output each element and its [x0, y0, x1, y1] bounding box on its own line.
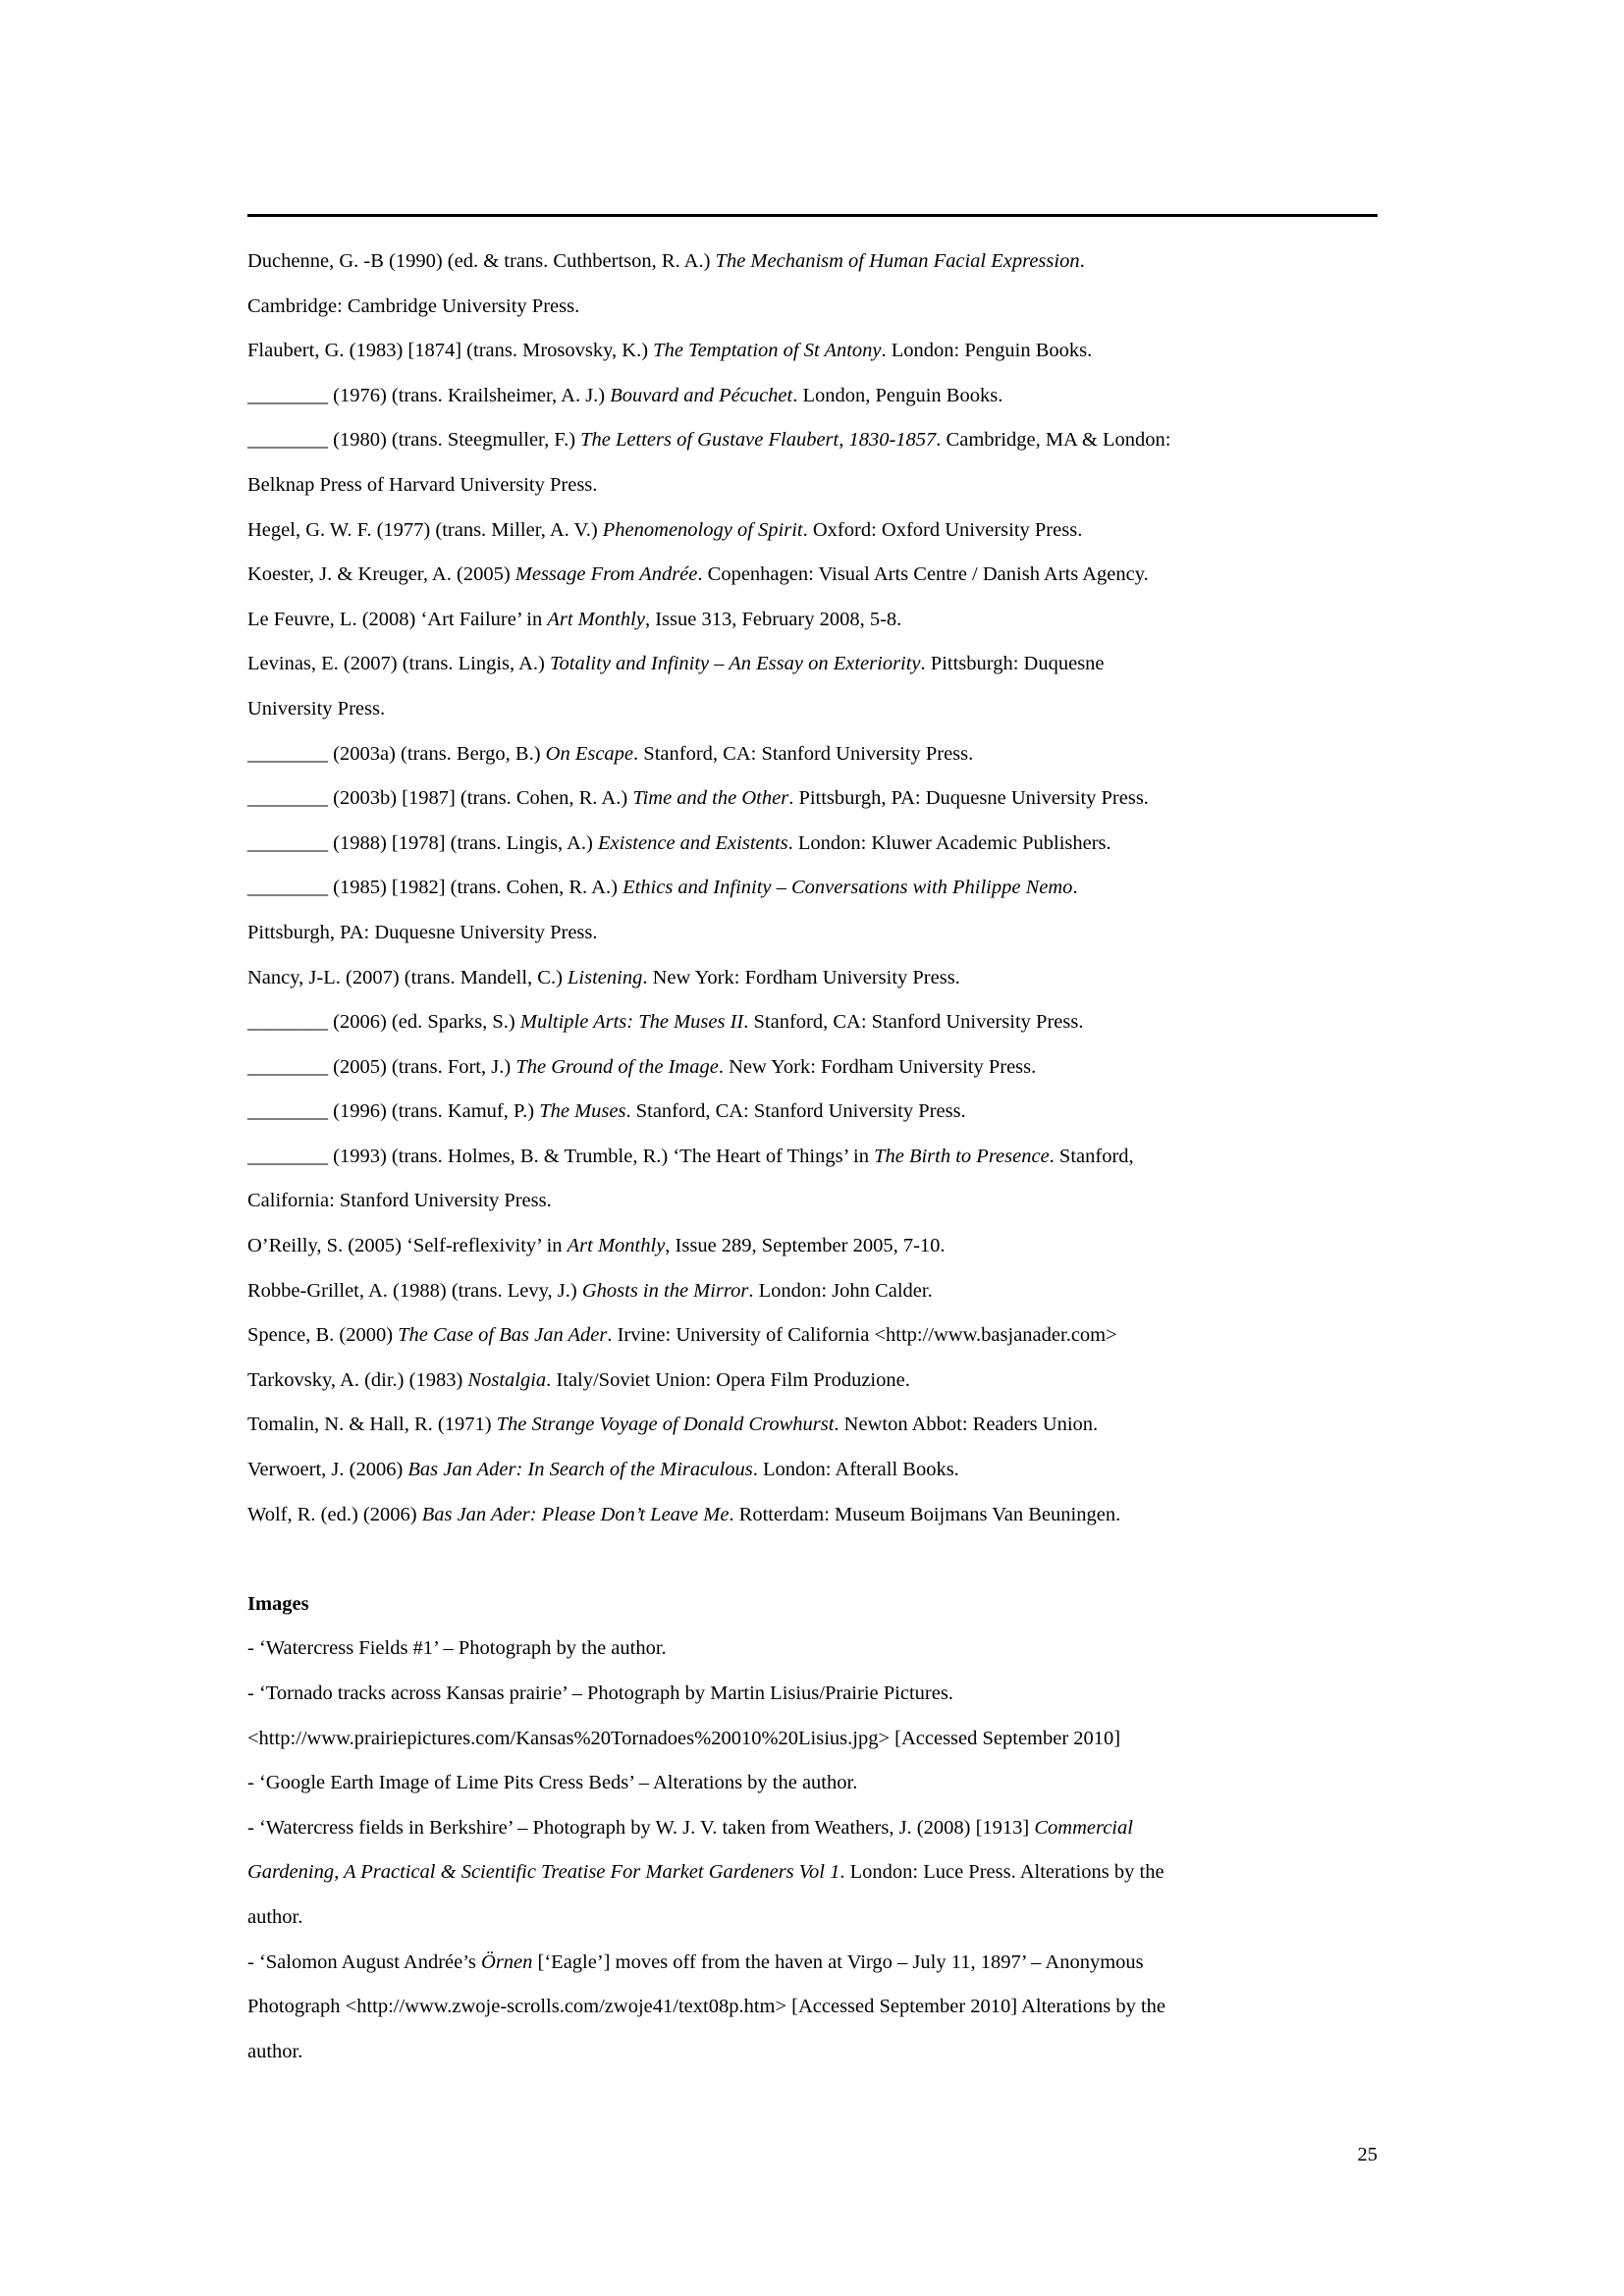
reference-entry-line — [247, 1313, 1416, 1359]
reference-text: . New York: Fordham University Press. — [642, 966, 960, 988]
image-credit-line — [247, 1627, 1416, 1672]
reference-text: ________ (1980) (trans. Steegmuller, F.) — [247, 429, 581, 452]
reference-entry-line — [247, 687, 1416, 732]
image-credit-line — [247, 1806, 1416, 1851]
reference-entry-line — [247, 956, 1416, 1001]
reference-entry-line — [247, 642, 1416, 687]
reference-entry-line — [247, 508, 1416, 554]
italic-title-text: Existence and Existents — [598, 831, 788, 854]
italic-title-text: Bas Jan Ader: Please Don’t Leave Me — [421, 1503, 730, 1525]
reference-text: , Issue 313, February 2008, 5-8. — [644, 608, 902, 630]
image-credit-line — [247, 1850, 1416, 1896]
reference-text: , Issue 289, September 2005, 7-10. — [665, 1235, 946, 1257]
reference-text: . Cambridge, MA & London: — [936, 429, 1171, 452]
reference-text: . Irvine: University of California <http://www.basjanader.com> — [607, 1324, 1117, 1347]
page-number: 25 — [1357, 2144, 1378, 2165]
reference-text: ________ (2003a) (trans. Bergo, B.) — [247, 742, 546, 765]
reference-text: ________ (1993) (trans. Holmes, B. & Trumble, R.) ‘The Heart of Things’ in — [247, 1145, 875, 1167]
italic-title-text: Message From Andrée — [514, 563, 698, 586]
reference-text: . Newton Abbot: Readers Union. — [834, 1414, 1099, 1436]
image-credit-line — [247, 1896, 1416, 1941]
reference-text: . Stanford, CA: Stanford University Press. — [743, 1011, 1084, 1034]
reference-entry-line — [247, 285, 1416, 330]
reference-text: Tomalin, N. & Hall, R. (1971) — [247, 1414, 497, 1436]
reference-text: . Italy/Soviet Union: Opera Film Produzione. — [546, 1368, 910, 1391]
reference-text: . Oxford: Oxford University Press. — [802, 518, 1083, 541]
image-credit-line — [247, 1717, 1416, 1762]
italic-title-text: Bouvard and Pécuchet — [610, 384, 793, 406]
reference-entry-line — [247, 776, 1416, 822]
image-credit-line — [247, 1985, 1416, 2030]
reference-text: Le Feuvre, L. (2008) ‘Art Failure’ in — [247, 608, 548, 630]
reference-entry-line — [247, 329, 1416, 374]
reference-text: . London: Penguin Books. — [881, 340, 1093, 362]
italic-title-text: The Case of Bas Jan Ader — [398, 1324, 608, 1347]
reference-text: . Rotterdam: Museum Boijmans Van Beuningen. — [729, 1503, 1121, 1525]
reference-text: Verwoert, J. (2006) — [247, 1459, 408, 1481]
reference-text: Nancy, J-L. (2007) (trans. Mandell, C.) — [247, 966, 568, 988]
reference-entry-line — [247, 822, 1416, 867]
reference-text: . London: John Calder. — [748, 1279, 933, 1302]
italic-title-text: Bas Jan Ader: In Search of the Miraculous — [407, 1459, 753, 1481]
reference-entry-line — [247, 1269, 1416, 1314]
reference-text: Wolf, R. (ed.) (2006) — [247, 1503, 422, 1525]
reference-entry-line — [247, 1090, 1416, 1135]
italic-title-text: The Temptation of St Antony — [653, 340, 882, 362]
header-rule — [247, 214, 1378, 217]
italic-title-text: The Ground of the Image — [515, 1055, 719, 1078]
reference-text: . Stanford, CA: Stanford University Press. — [633, 742, 974, 765]
image-credit-line — [247, 1941, 1416, 1986]
images-section-heading: Images — [247, 1592, 309, 1615]
reference-text: . Pittsburgh: Duquesne — [920, 653, 1105, 675]
reference-text: ________ (2005) (trans. Fort, J.) — [247, 1055, 516, 1078]
italic-title-text: Totality and Infinity – An Essay on Exteriority — [550, 653, 921, 675]
reference-text: - ‘Google Earth Image of Lime Pits Cress Beds’ – Alterations by the author. — [247, 1772, 858, 1794]
reference-text: . London: Luce Press. Alterations by the — [839, 1861, 1164, 1884]
reference-text: ________ (1985) [1982] (trans. Cohen, R. A.) — [247, 877, 623, 899]
reference-text: author. — [247, 1905, 303, 1928]
italic-title-text: Multiple Arts: The Muses II — [519, 1011, 744, 1034]
reference-text: Tarkovsky, A. (dir.) (1983) — [247, 1368, 468, 1391]
reference-text: ________ (2006) (ed. Sparks, S.) — [247, 1011, 520, 1034]
italic-title-text: The Birth to Presence — [874, 1145, 1050, 1167]
reference-entry-line — [247, 1448, 1416, 1493]
reference-entry-line — [247, 374, 1416, 419]
reference-entry-line — [247, 1359, 1416, 1404]
reference-text: California: Stanford University Press. — [247, 1190, 552, 1212]
italic-title-text: Listening — [568, 966, 643, 988]
italic-title-text: The Muses — [539, 1100, 626, 1123]
reference-entry-line — [247, 1224, 1416, 1269]
reference-entry-line — [247, 1000, 1416, 1045]
reference-text: ________ (2003b) [1987] (trans. Cohen, R. A.) — [247, 787, 633, 810]
reference-entry-line — [247, 911, 1416, 956]
image-credits-list — [247, 1627, 1416, 2074]
italic-title-text: Phenomenology of Spirit — [602, 518, 803, 541]
reference-entry-line — [247, 1179, 1416, 1224]
reference-entry-line — [247, 1135, 1416, 1180]
italic-title-text: Örnen — [481, 1950, 533, 1973]
reference-text: . Stanford, CA: Stanford University Press. — [625, 1100, 966, 1123]
reference-entry-line — [247, 1493, 1416, 1538]
reference-entry-line — [247, 1045, 1416, 1091]
image-credit-line — [247, 1761, 1416, 1806]
reference-text: . Stanford, — [1049, 1145, 1134, 1167]
italic-title-text: The Mechanism of Human Facial Expression — [715, 250, 1080, 272]
reference-entry-line — [247, 866, 1416, 911]
italic-title-text: Commercial — [1034, 1816, 1133, 1839]
reference-text: Hegel, G. W. F. (1977) (trans. Miller, A. V.) — [247, 518, 603, 541]
italic-title-text: Art Monthly — [547, 608, 645, 630]
reference-text: ________ (1976) (trans. Krailsheimer, A. J.) — [247, 384, 611, 406]
reference-text: Levinas, E. (2007) (trans. Lingis, A.) — [247, 653, 551, 675]
reference-text: Pittsburgh, PA: Duquesne University Press. — [247, 921, 598, 943]
italic-title-text: Ethics and Infinity – Conversations with Philippe Nemo — [623, 877, 1073, 899]
italic-title-text: Ghosts in the Mirror — [581, 1279, 749, 1302]
italic-title-text: The Letters of Gustave Flaubert, 1830-1857 — [580, 429, 937, 452]
reference-text: . — [1072, 877, 1078, 899]
reference-text: . Pittsburgh, PA: Duquesne University Press. — [788, 787, 1149, 810]
reference-text: author. — [247, 2040, 303, 2062]
reference-entry-line — [247, 240, 1416, 285]
reference-text: . London: Afterall Books. — [752, 1459, 959, 1481]
reference-text: Duchenne, G. -B (1990) (ed. & trans. Cuthbertson, R. A.) — [247, 250, 716, 272]
reference-text: Flaubert, G. (1983) [1874] (trans. Mrosovsky, K.) — [247, 340, 654, 362]
reference-text: ________ (1988) [1978] (trans. Lingis, A.) — [247, 831, 598, 854]
reference-entry-line — [247, 418, 1416, 463]
reference-text: . London, Penguin Books. — [792, 384, 1003, 406]
reference-entry-line — [247, 598, 1416, 643]
reference-text: . London: Kluwer Academic Publishers. — [787, 831, 1111, 854]
reference-text: - ‘Tornado tracks across Kansas prairie’ – Photograph by Martin Lisius/Prairie Pictures. — [247, 1682, 953, 1704]
reference-entry-line — [247, 1403, 1416, 1448]
reference-text: . New York: Fordham University Press. — [718, 1055, 1037, 1078]
reference-text: . — [1079, 250, 1085, 272]
image-credit-line — [247, 1672, 1416, 1717]
reference-entry-line — [247, 553, 1416, 598]
page-content — [247, 240, 1416, 2074]
reference-text: Belknap Press of Harvard University Press. — [247, 473, 598, 496]
reference-text: Koester, J. & Kreuger, A. (2005) — [247, 563, 515, 586]
italic-title-text: Art Monthly — [567, 1235, 666, 1257]
reference-text: Spence, B. (2000) — [247, 1324, 399, 1347]
reference-text: - ‘Salomon August Andrée’s — [247, 1950, 482, 1973]
italic-title-text: The Strange Voyage of Donald Crowhurst — [496, 1414, 835, 1436]
image-credit-line — [247, 2030, 1416, 2075]
reference-text: - ‘Watercress fields in Berkshire’ – Photograph by W. J. V. taken from Weathers, J. (2008) [1913] — [247, 1816, 1035, 1839]
reference-text: ________ (1996) (trans. Kamuf, P.) — [247, 1100, 540, 1123]
italic-title-text: On Escape — [545, 742, 634, 765]
reference-text: Cambridge: Cambridge University Press. — [247, 294, 580, 317]
reference-entry-line — [247, 732, 1416, 777]
references-list — [247, 240, 1416, 1537]
reference-text: - ‘Watercress Fields #1’ – Photograph by the author. — [247, 1637, 667, 1660]
reference-text: . Copenhagen: Visual Arts Centre / Danish Arts Agency. — [697, 563, 1149, 586]
reference-text: <http://www.prairiepictures.com/Kansas%20Tornadoes%20010%20Lisius.jpg> [Accessed September 2010] — [247, 1727, 1121, 1749]
reference-text: Photograph <http://www.zwoje-scrolls.com/zwoje41/text08p.htm> [Accessed September 2010] Alterations by the — [247, 1996, 1165, 2018]
reference-text: O’Reilly, S. (2005) ‘Self-reflexivity’ in — [247, 1235, 568, 1257]
reference-text: University Press. — [247, 697, 386, 720]
reference-entry-line — [247, 463, 1416, 508]
reference-text: Robbe-Grillet, A. (1988) (trans. Levy, J.) — [247, 1279, 582, 1302]
italic-title-text: Nostalgia — [467, 1368, 547, 1391]
italic-title-text: Gardening, A Practical & Scientific Treatise For Market Gardeners Vol 1 — [247, 1861, 840, 1884]
italic-title-text: Time and the Other — [632, 787, 789, 810]
reference-text: [‘Eagle’] moves off from the haven at Virgo – July 11, 1897’ – Anonymous — [532, 1950, 1144, 1973]
